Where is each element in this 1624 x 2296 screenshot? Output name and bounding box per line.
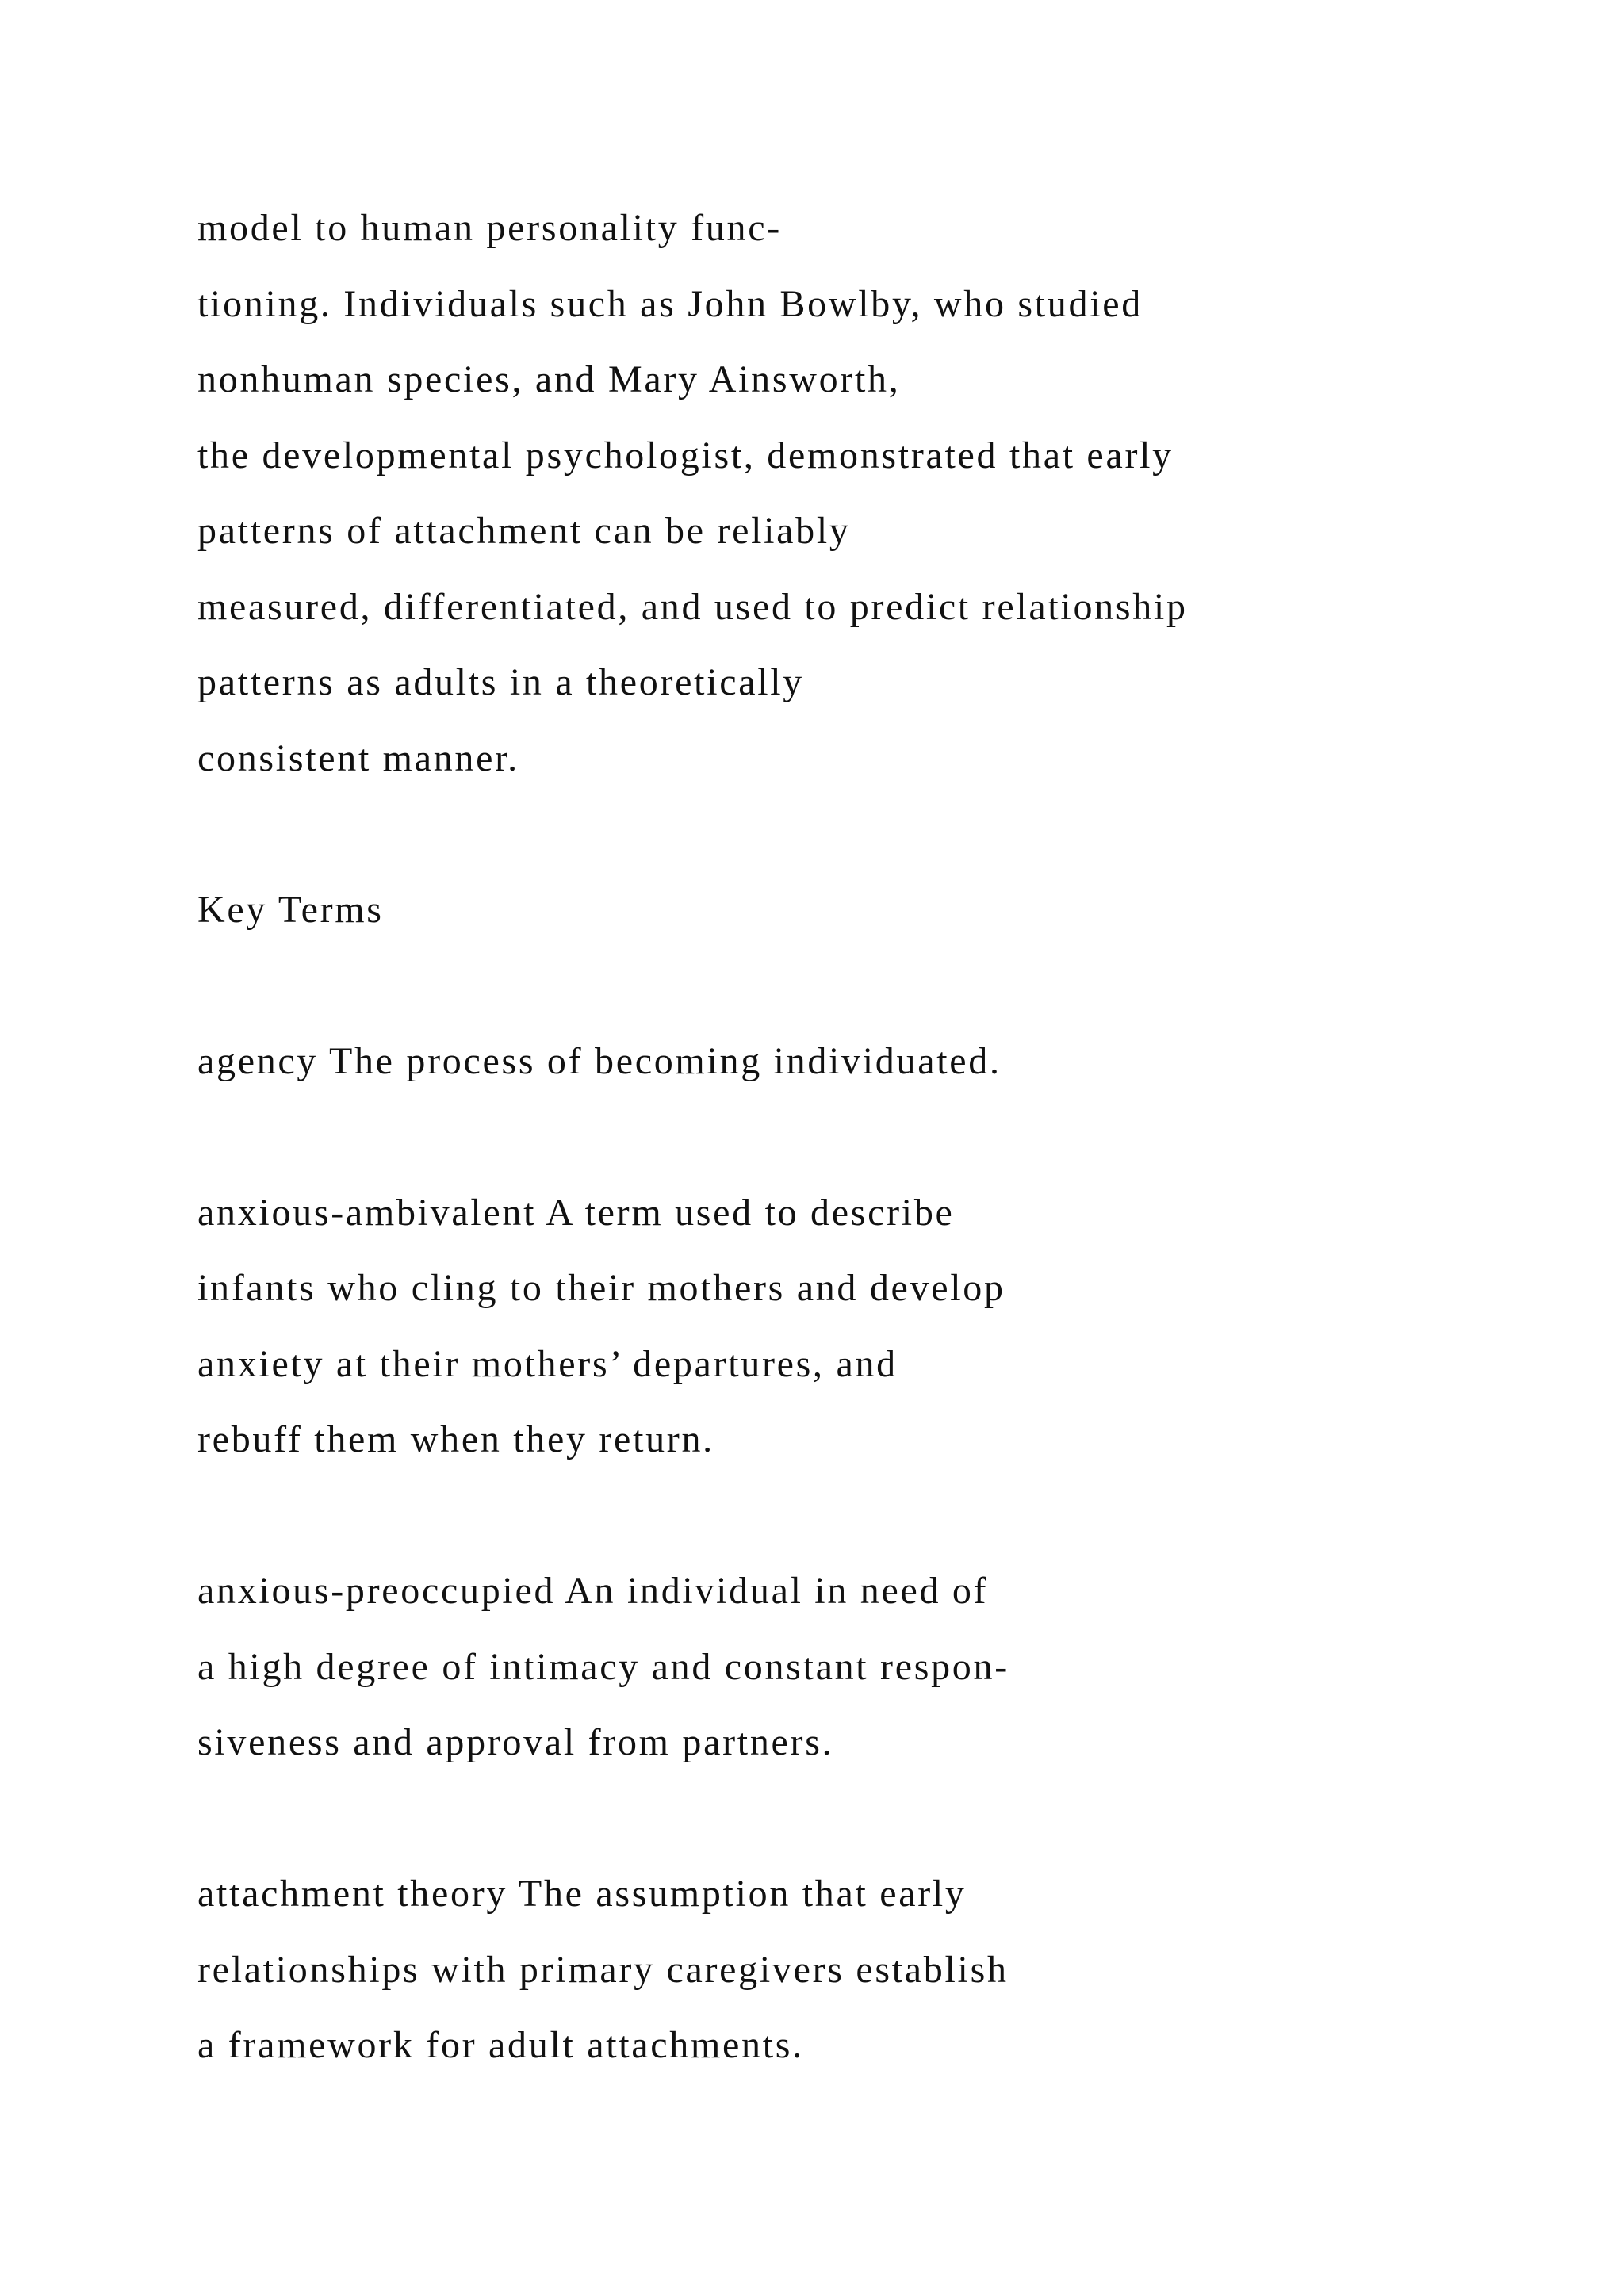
- term-line: siveness and approval from partners.: [197, 1721, 834, 1763]
- paragraph-line: tioning. Individuals such as John Bowlby, who studied: [197, 282, 1143, 325]
- blank-line: [197, 796, 1545, 872]
- term-line: rebuff them when they return.: [197, 1418, 714, 1460]
- term-line: agency The process of becoming individuated.: [197, 1039, 1002, 1082]
- paragraph-line: patterns as adults in a theoretically: [197, 661, 805, 703]
- term-line: infants who cling to their mothers and develop: [197, 1267, 1005, 1309]
- term-line: attachment theory The assumption that early: [197, 1873, 967, 1915]
- term-entry-anxious-preoccupied: [197, 1553, 1545, 1781]
- blank-line: [197, 947, 1545, 1024]
- intro-paragraph: [197, 190, 1545, 796]
- paragraph-line: the developmental psychologist, demonstrated that early: [197, 434, 1174, 476]
- term-entry-agency: [197, 1024, 1545, 1100]
- term-line: relationships with primary caregivers establish: [197, 1948, 1009, 1991]
- term-line: anxiety at their mothers’ departures, and: [197, 1342, 898, 1385]
- term-line: a high degree of intimacy and constant respon-: [197, 1645, 1009, 1688]
- paragraph-line: patterns of attachment can be reliably: [197, 510, 851, 552]
- term-line: anxious-preoccupied An individual in need of: [197, 1570, 989, 1612]
- blank-line: [197, 1781, 1545, 1857]
- term-line: a framework for adult attachments.: [197, 2024, 804, 2066]
- section-heading: Key Terms: [197, 888, 384, 931]
- term-entry-attachment-theory: [197, 1856, 1545, 2084]
- blank-line: [197, 1099, 1545, 1175]
- paragraph-line: measured, differentiated, and used to predict relationship: [197, 585, 1188, 628]
- paragraph-line: nonhuman species, and Mary Ainsworth,: [197, 358, 901, 400]
- blank-line: [197, 1478, 1545, 1554]
- paragraph-line: consistent manner.: [197, 737, 519, 779]
- document-body: [197, 190, 1545, 2084]
- term-line: anxious-ambivalent A term used to describe: [197, 1191, 955, 1234]
- paragraph-line: model to human personality func-: [197, 207, 782, 249]
- term-entry-anxious-ambivalent: [197, 1175, 1545, 1478]
